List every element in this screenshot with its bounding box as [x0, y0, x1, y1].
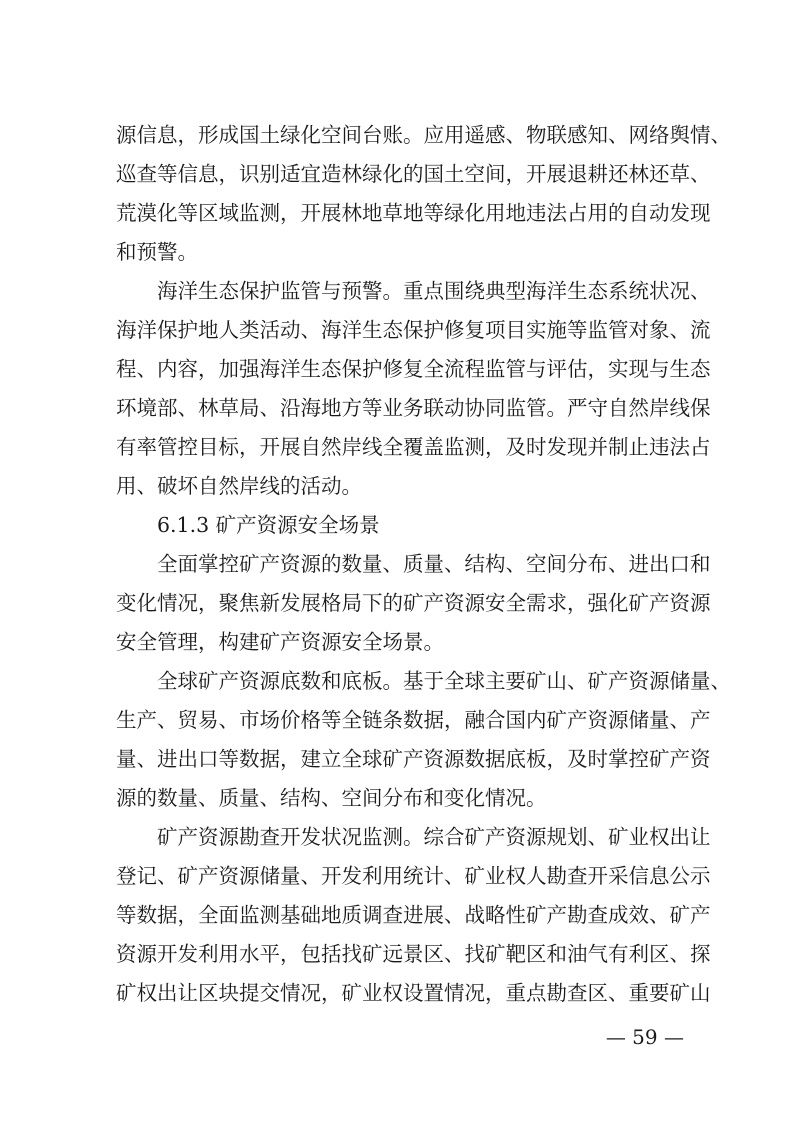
text-line: 源信息，形成国土绿化空间台账。应用遥感、物联感知、网络舆情、: [116, 123, 731, 147]
paragraph-start-line: 矿产资源勘查开发状况监测。综合矿产资源规划、矿业权出让: [157, 825, 711, 849]
text-line: 源的数量、质量、结构、空间分布和变化情况。: [116, 786, 547, 810]
text-line: 生产、贸易、市场价格等全链条数据，融合国内矿产资源储量、产: [116, 708, 711, 732]
text-line: 矿权出让区块提交情况，矿业权设置情况，重点勘查区、重要矿山: [116, 981, 711, 1005]
text-line: 用、破坏自然岸线的活动。: [116, 474, 362, 498]
paragraph-start-line: 全球矿产资源底数和底板。基于全球主要矿山、矿产资源储量、: [157, 669, 731, 693]
section-heading: 6.1.3 矿产资源安全场景: [157, 513, 380, 537]
text-line: 量、进出口等数据，建立全球矿产资源数据底板，及时掌控矿产资: [116, 747, 711, 771]
text-line: 海洋保护地人类活动、海洋生态保护修复项目实施等监管对象、流: [116, 318, 711, 342]
text-line: 荒漠化等区域监测，开展林地草地等绿化用地违法占用的自动发现: [116, 201, 711, 225]
paragraph-start-line: 海洋生态保护监管与预警。重点围绕典型海洋生态系统状况、: [157, 279, 711, 303]
text-line: 资源开发利用水平，包括找矿远景区、找矿靶区和油气有利区、探: [116, 942, 711, 966]
text-line: 等数据，全面监测基础地质调查进展、战略性矿产勘查成效、矿产: [116, 903, 711, 927]
text-line: 登记、矿产资源储量、开发利用统计、矿业权人勘查开采信息公示: [116, 864, 711, 888]
text-line: 安全管理，构建矿产资源安全场景。: [116, 630, 444, 654]
text-line: 环境部、林草局、沿海地方等业务联动协同监管。严守自然岸线保: [116, 396, 711, 420]
page-number: — 59 —: [605, 1025, 684, 1049]
text-line: 变化情况，聚焦新发展格局下的矿产资源安全需求，强化矿产资源: [116, 591, 711, 615]
text-line: 有率管控目标，开展自然岸线全覆盖监测，及时发现并制止违法占: [116, 435, 711, 459]
text-line: 程、内容，加强海洋生态保护修复全流程监管与评估，实现与生态: [116, 357, 711, 381]
text-line: 和预警。: [116, 240, 198, 264]
paragraph-start-line: 全面掌控矿产资源的数量、质量、结构、空间分布、进出口和: [157, 552, 711, 576]
text-line: 巡查等信息，识别适宜造林绿化的国土空间，开展退耕还林还草、: [116, 162, 711, 186]
